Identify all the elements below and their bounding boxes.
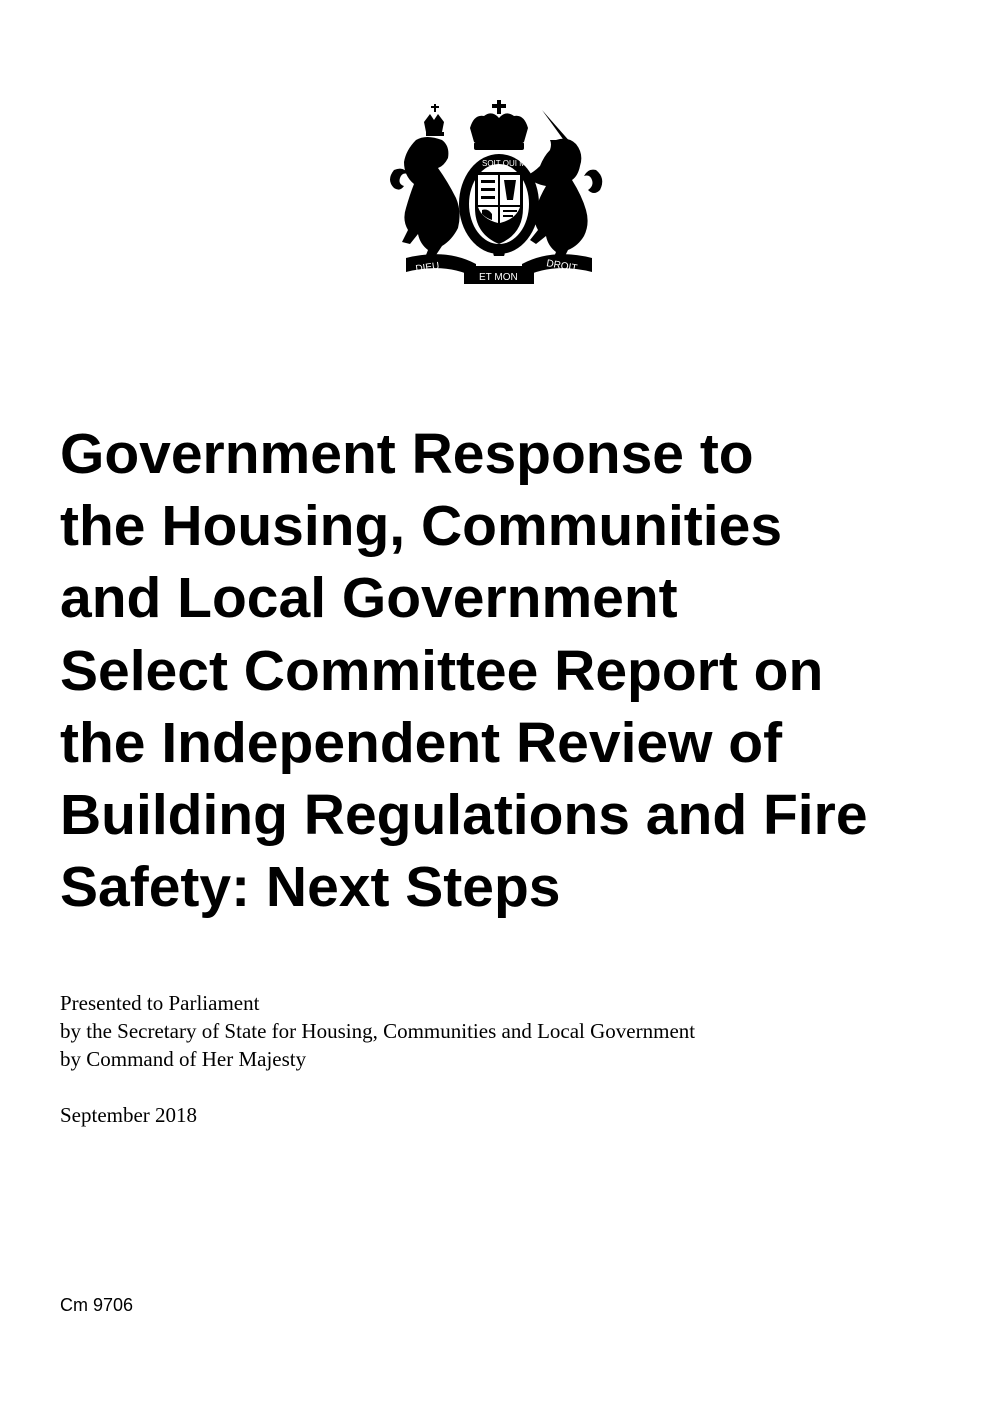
presentation-statement: [60, 989, 695, 1073]
document-title: [60, 418, 960, 923]
royal-coat-of-arms-icon: [386, 100, 612, 286]
presentation-line: Presented to Parliament: [60, 991, 260, 1015]
presentation-line: by Command of Her Majesty: [60, 1047, 307, 1071]
title-line: and Local Government: [60, 566, 678, 631]
title-line: Government Response to: [60, 422, 754, 486]
publication-date: September 2018: [60, 1103, 198, 1127]
svg-text:DROIT: DROIT: [545, 258, 579, 275]
title-line: Safety: Next Steps: [60, 855, 561, 920]
svg-text:SOIT QUI MAL: SOIT QUI MAL: [482, 159, 536, 168]
command-paper-number: Cm 9706: [60, 1295, 134, 1315]
svg-text:DIEU: DIEU: [414, 260, 441, 275]
presentation-line: by the Secretary of State for Housing, Communities and Local Government: [60, 1019, 696, 1043]
svg-text:ET MON: ET MON: [479, 272, 518, 283]
title-line: the Independent Review of: [60, 710, 783, 775]
title-line: the Housing, Communities: [60, 494, 783, 559]
title-line: Building Regulations and Fire: [60, 783, 868, 848]
title-line: Select Committee Report on: [60, 638, 824, 703]
